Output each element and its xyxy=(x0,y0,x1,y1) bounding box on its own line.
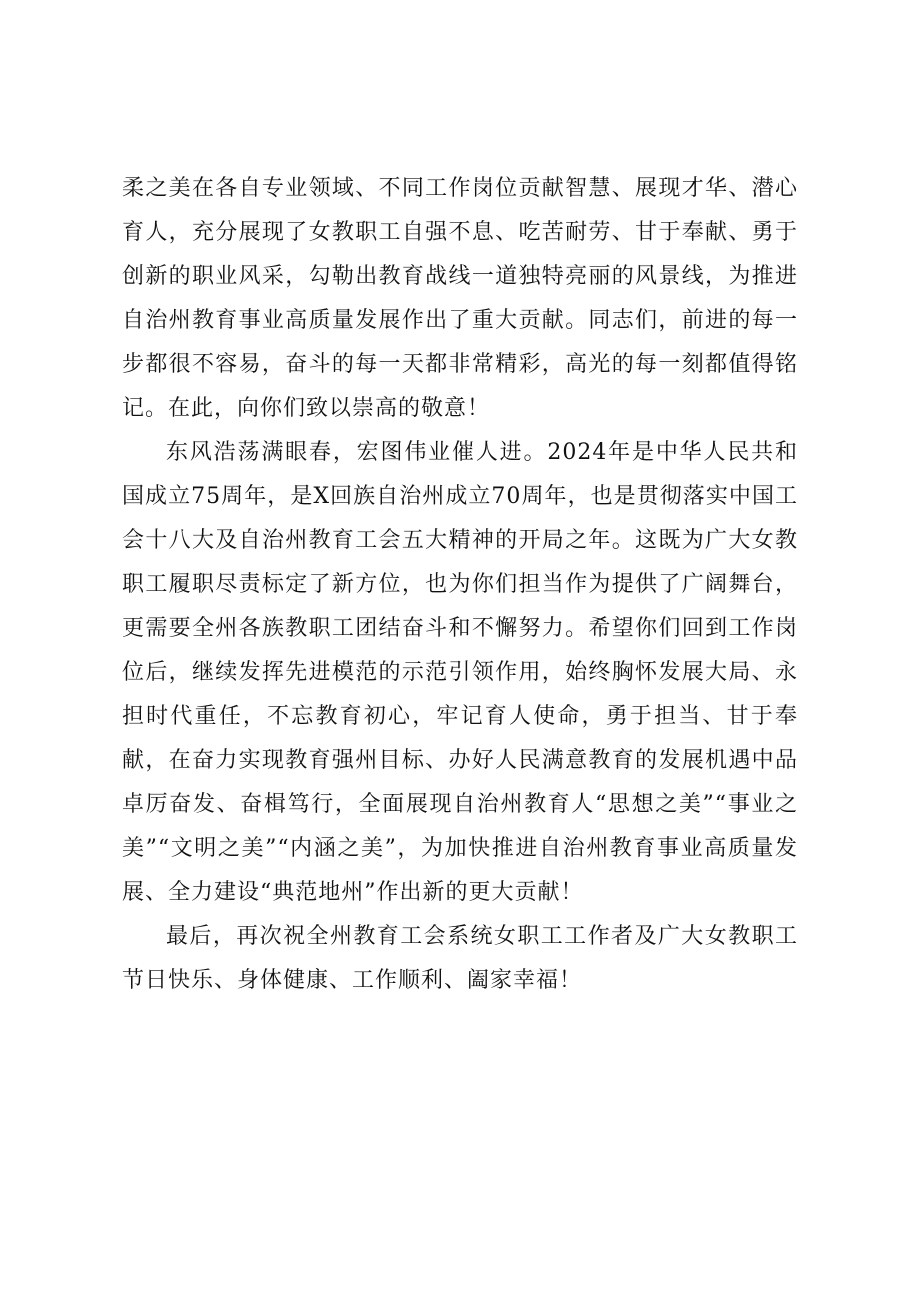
paragraph-closing-wishes: 最后，再次祝全州教育工会系统女职工工作者及广大女教职工节日快乐、身体健康、工作顺利、阖家幸福！ xyxy=(122,924,798,993)
paragraph-outlook: 东风浩荡满眼春，宏图伟业催人进。2024年是中华人民共和国成立75周年，是X回族自治州成立70周年，也是贯彻落实中国工会十八大及自治州教育工会五大精神的开局之年。这既为广大女教职工履职尽责标定了新方位，也为你们担当作为提供了广阔舞台，更需要全州各族教职工团结奋斗和不懈努力。希望你们回到工作岗位后，继续发挥先进模范的示范引领作用，始终胸怀发展大局、永担时代重任，不忘教育初心，牢记育人使命，勇于担当、甘于奉献，在奋力实现教育强州目标、办好人民满意教育的发展机遇中品卓厉奋发、奋楫笃行，全面展现自治州教育人“思想之美”“事业之美”“文明之美”“内涵之美”，为加快推进自治州教育事业高质量发展、全力建设“典范地州”作出新的更大贡献！ xyxy=(122,440,798,905)
document-body xyxy=(122,167,798,1003)
paragraph-continuation: 柔之美在各自专业领域、不同工作岗位贡献智慧、展现才华、潜心育人，充分展现了女教职工自强不息、吃苦耐劳、甘于奉献、勇于创新的职业风采，勾勒出教育战线一道独特亮丽的风景线，为推进自治州教育事业高质量发展作出了重大贡献。同志们，前进的每一步都很不容易，奋斗的每一天都非常精彩，高光的每一刻都值得铭记。在此，向你们致以崇高的敬意！ xyxy=(122,176,798,421)
